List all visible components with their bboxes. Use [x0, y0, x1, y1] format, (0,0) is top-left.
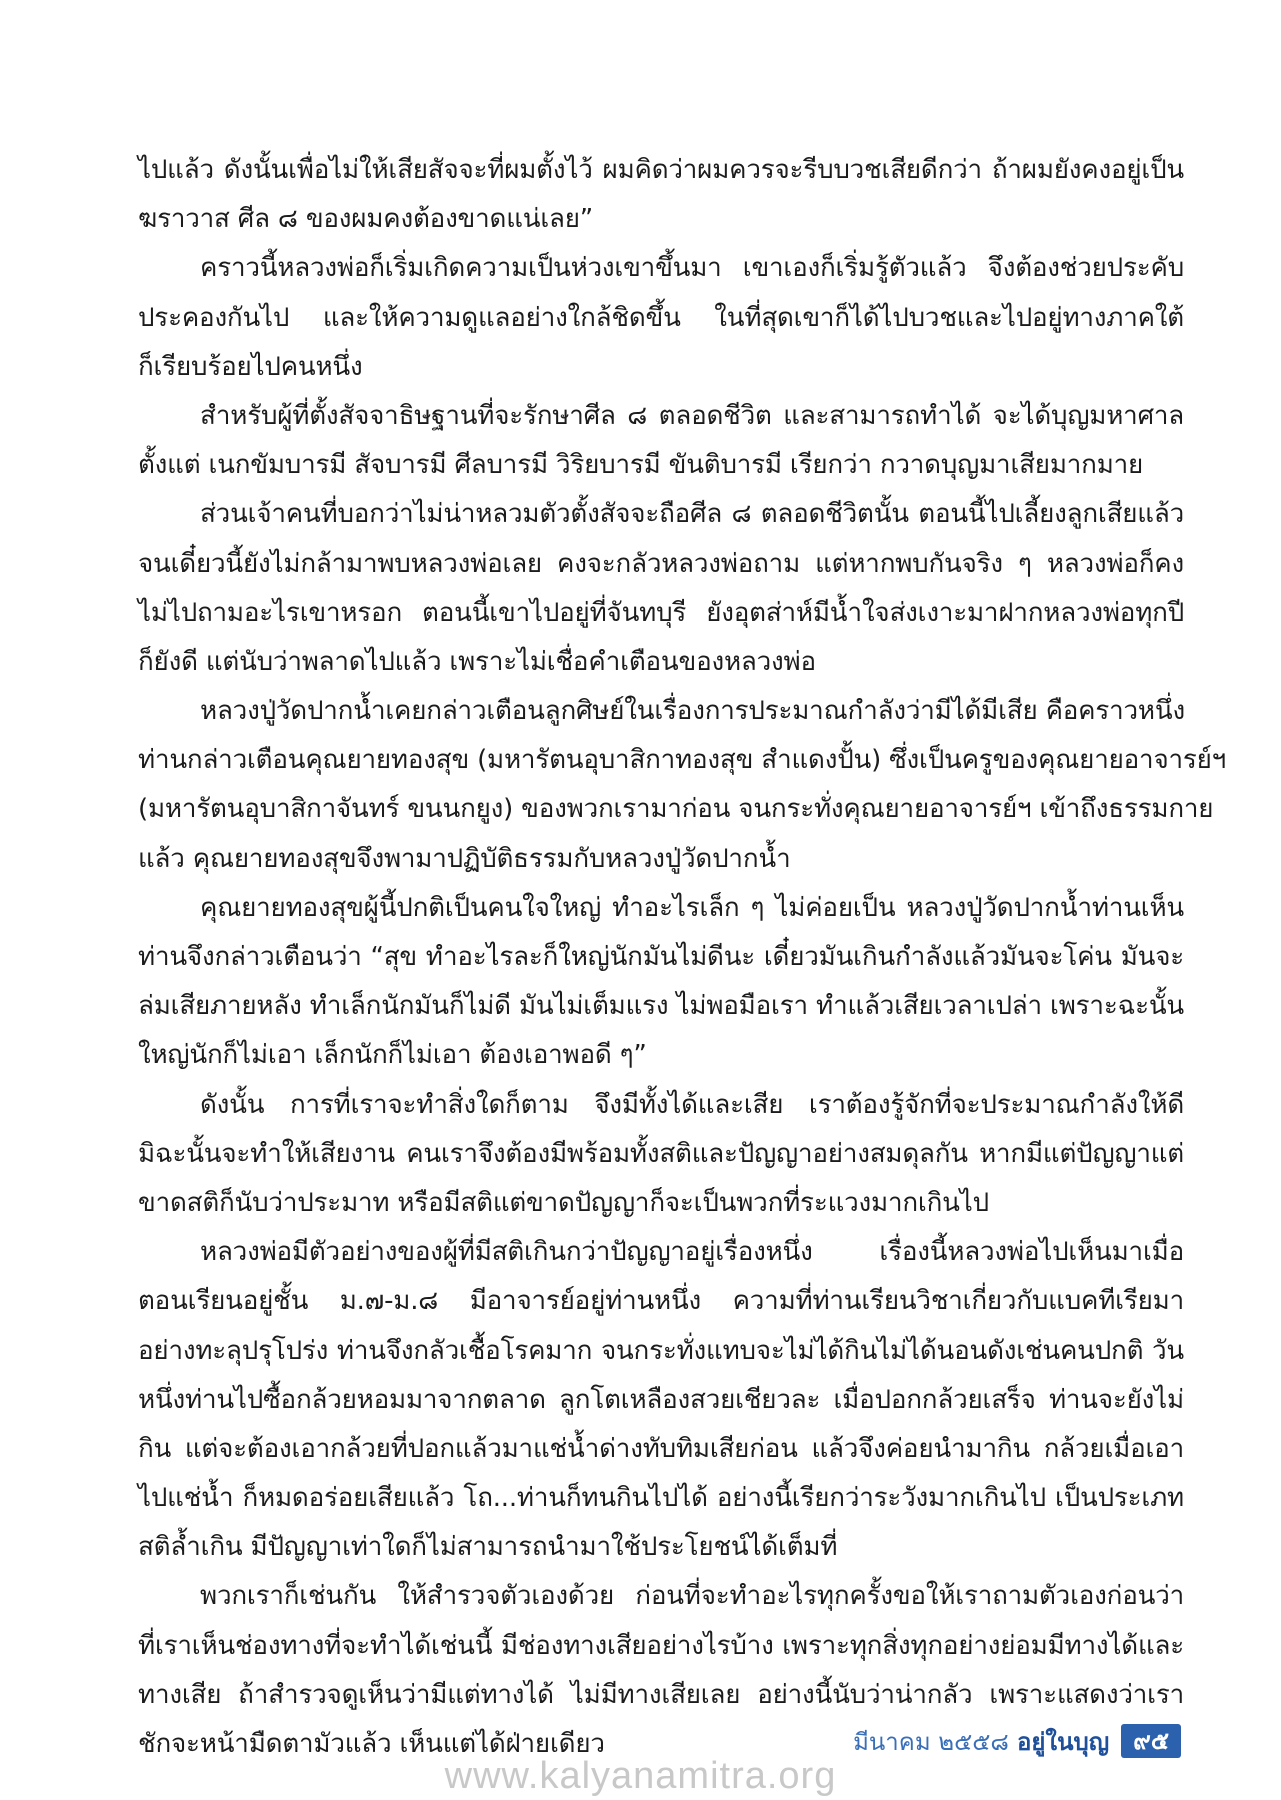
text-line: สติล้ำเกิน มีปัญญาเท่าใดก็ไม่สามารถนำมาใช้ประโยชน์ได้เต็มที่	[138, 1532, 838, 1563]
text-line: ไปแช่น้ำ ก็หมดอร่อยเสียแล้ว โถ...ท่านก็ทนกินไปได้ อย่างนี้เรียกว่าระวังมากเกินไป เป็นประเภท	[138, 1483, 1184, 1514]
text-line: ชักจะหน้ามืดตามัวแล้ว เห็นแต่ได้ฝ่ายเดียว	[138, 1729, 605, 1759]
text-line: หลวงพ่อมีตัวอย่างของผู้ที่มีสติเกินกว่าปัญญาอยู่เรื่องหนึ่ง เรื่องนี้หลวงพ่อไปเห็นมาเมื่อ	[200, 1237, 1184, 1268]
text-line: คราวนี้หลวงพ่อก็เริ่มเกิดความเป็นห่วงเขาขึ้นมา เขาเองก็เริ่มรู้ตัวแล้ว จึงต้องช่วยประคับ	[200, 253, 1184, 284]
magazine-name: อยู่ในบุญ	[1016, 1727, 1110, 1756]
text-line: ขาดสติก็นับว่าประมาท หรือมีสติแต่ขาดปัญญาก็จะเป็นพวกที่ระแวงมากเกินไป	[138, 1187, 989, 1218]
text-line: ฆราวาส ศีล ๘ ของผมคงต้องขาดแน่เลย”	[138, 204, 594, 235]
text-line: ประคองกันไป และให้ความดูแลอย่างใกล้ชิดขึ้น ในที่สุดเขาก็ได้ไปบวชและไปอยู่ทางภาคใต้	[138, 302, 1184, 333]
text-line: ส่วนเจ้าคนที่บอกว่าไม่น่าหลวมตัวตั้งสัจจะถือศีล ๘ ตลอดชีวิตนั้น ตอนนี้ไปเลี้ยงลูกเสียแล้ว	[200, 499, 1184, 530]
text-line: คุณยายทองสุขผู้นี้ปกติเป็นคนใจใหญ่ ทำอะไรเล็ก ๆ ไม่ค่อยเป็น หลวงปู่วัดปากน้ำท่านเห็น	[200, 892, 1184, 923]
text-line: ก็ยังดี แต่นับว่าพลาดไปแล้ว เพราะไม่เชื่อคำเตือนของหลวงพ่อ	[138, 646, 816, 677]
text-line: ทางเสีย ถ้าสำรวจดูเห็นว่ามีแต่ทางได้ ไม่มีทางเสียเลย อย่างนี้นับว่าน่ากลัว เพราะแสดงว่าเรา	[138, 1679, 1184, 1710]
text-line: ไปแล้ว ดังนั้นเพื่อไม่ให้เสียสัจจะที่ผมตั้งไว้ ผมคิดว่าผมควรจะรีบบวชเสียดีกว่า ถ้าผมยังคงอยู่เป็น	[138, 155, 1184, 185]
text-line: ตอนเรียนอยู่ชั้น ม.๗-ม.๘ มีอาจารย์อยู่ท่านหนึ่ง ความที่ท่านเรียนวิชาเกี่ยวกับแบคทีเรียมา	[138, 1286, 1184, 1317]
text-line: อย่างทะลุปรุโปร่ง ท่านจึงกลัวเชื้อโรคมาก จนกระทั่งแทบจะไม่ได้กินไม่ได้นอนดังเช่นคนปกติ วัน	[138, 1335, 1184, 1366]
text-line: แล้ว คุณยายทองสุขจึงพามาปฏิบัติธรรมกับหลวงปู่วัดปากน้ำ	[138, 843, 791, 874]
text-line: หลวงปู่วัดปากน้ำเคยกล่าวเตือนลูกศิษย์ในเรื่องการประมาณกำลังว่ามีได้มีเสีย คือคราวหนึ่ง	[200, 696, 1185, 727]
text-line: ล่มเสียภายหลัง ทำเล็กนักมันก็ไม่ดี มันไม่เต็มแรง ไม่พอมือเรา ทำแล้วเสียเวลาเปล่า เพราะฉะนั้น	[138, 991, 1184, 1022]
text-line: ใหญ่นักก็ไม่เอา เล็กนักก็ไม่เอา ต้องเอาพอดี ๆ”	[138, 1040, 647, 1071]
text-line: หนึ่งท่านไปซื้อกล้วยหอมมาจากตลาด ลูกโตเหลืองสวยเชียวละ เมื่อปอกกล้วยเสร็จ ท่านจะยังไม่	[138, 1384, 1184, 1415]
text-line: ที่เราเห็นช่องทางที่จะทำได้เช่นนี้ มีช่องทางเสียอย่างไรบ้าง เพราะทุกสิ่งทุกอย่างย่อมมีทางได้และ	[138, 1630, 1184, 1661]
text-line: ไม่ไปถามอะไรเขาหรอก ตอนนี้เขาไปอยู่ที่จันทบุรี ยังอุตส่าห์มีน้ำใจส่งเงาะมาฝากหลวงพ่อทุกปี	[138, 597, 1184, 628]
text-line: มิฉะนั้นจะทำให้เสียงาน คนเราจึงต้องมีพร้อมทั้งสติและปัญญาอย่างสมดุลกัน หากมีแต่ปัญญาแต่	[138, 1138, 1184, 1169]
text-line: ตั้งแต่ เนกขัมบารมี สัจบารมี ศีลบารมี วิริยบารมี ขันติบารมี เรียกว่า กวาดบุญมาเสียมากมาย	[138, 450, 1144, 481]
issue-date: มีนาคม ๒๕๕๘	[853, 1727, 1009, 1756]
text-line: จนเดี๋ยวนี้ยังไม่กล้ามาพบหลวงพ่อเลย คงจะกลัวหลวงพ่อถาม แต่หากพบกันจริง ๆ หลวงพ่อก็คง	[138, 548, 1184, 579]
article-body	[138, 146, 1227, 1769]
text-line: ก็เรียบร้อยไปคนหนึ่ง	[138, 351, 363, 382]
text-line: กิน แต่จะต้องเอากล้วยที่ปอกแล้วมาแช่น้ำด่างทับทิมเสียก่อน แล้วจึงค่อยนำมากิน กล้วยเมื่อเอา	[138, 1433, 1184, 1464]
text-line: (มหารัตนอุบาสิกาจันทร์ ขนนกยูง) ของพวกเรามาก่อน จนกระทั่งคุณยายอาจารย์ฯ เข้าถึงธรรมกาย	[138, 794, 1214, 825]
text-line: ดังนั้น การที่เราจะทำสิ่งใดก็ตาม จึงมีทั้งได้และเสีย เราต้องรู้จักที่จะประมาณกำลังให้ดี	[200, 1089, 1184, 1120]
text-line: ท่านจึงกล่าวเตือนว่า “สุข ทำอะไรละก็ใหญ่นักมันไม่ดีนะ เดี๋ยวมันเกินกำลังแล้วมันจะโค่น มันจะ	[138, 942, 1184, 972]
text-line: สำหรับผู้ที่ตั้งสัจจาธิษฐานที่จะรักษาศีล ๘ ตลอดชีวิต และสามารถทำได้ จะได้บุญมหาศาล	[200, 400, 1184, 431]
text-line: ท่านกล่าวเตือนคุณยายทองสุข (มหารัตนอุบาสิกาทองสุข สำแดงปั้น) ซึ่งเป็นครูของคุณยายอาจารย์ฯ	[138, 745, 1227, 776]
website-watermark: www.kalyanamitra.org	[444, 1755, 837, 1797]
text-line: พวกเราก็เช่นกัน ให้สำรวจตัวเองด้วย ก่อนที่จะทำอะไรทุกครั้งขอให้เราถามตัวเองก่อนว่า	[200, 1581, 1184, 1612]
page-number: ๙๕	[1121, 1724, 1181, 1758]
